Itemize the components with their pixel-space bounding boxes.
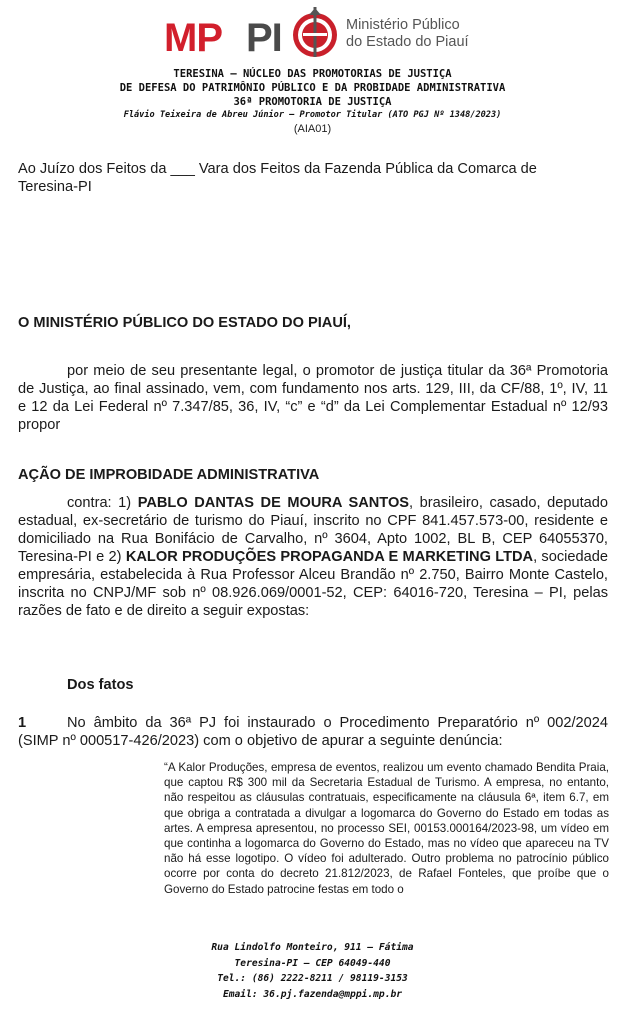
header-line-2: DE DEFESA DO PATRIMÔNIO PÚBLICO E DA PROBIDADE ADMINISTRATIVA xyxy=(119,82,506,94)
logo-mp-text: MP xyxy=(164,16,222,60)
header-code: (AIA01) xyxy=(293,123,332,135)
footer-phone: Tel.: (86) 2222-8211 / 98119-3153 xyxy=(217,973,408,984)
footer-email: Email: 36.pj.fazenda@mppi.mp.br xyxy=(222,988,403,1000)
action-title: AÇÃO DE IMPROBIDADE ADMINISTRATIVA xyxy=(18,467,320,483)
institution-logo xyxy=(160,6,490,64)
document-header xyxy=(0,67,625,136)
intro-paragraph: por meio de seu presentante legal, o promotor de justiça titular da 36ª Promotoria de Justiça, ao final assinado, vem, com fundamento nos arts. 129, III, da CF/88, 1º, IV, 11 e 12 da Lei Federal nº 7.347/85, 36, IV, “c” e “d” da Lei Complementar Estadual nº 12/93 propor xyxy=(18,363,608,433)
institution-name-line2: do Estado do Piauí xyxy=(346,34,469,50)
plaintiff-heading: O MINISTÉRIO PÚBLICO DO ESTADO DO PIAUÍ, xyxy=(18,315,351,331)
header-promotor: Flávio Teixeira de Abreu Júnior – Promotor Titular (ATO PGJ Nº 1348/2023) xyxy=(123,110,502,120)
item-1-paragraph: No âmbito da 36ª PJ foi instaurado o Procedimento Preparatório nº 002/2024 (SIMP nº 000517-426/2023) com o objetivo de apurar a seguinte denúncia: xyxy=(18,715,608,749)
logo-pi-text: PI xyxy=(246,16,282,60)
footer-city: Teresina-PI – CEP 64049-440 xyxy=(234,957,391,969)
institution-name xyxy=(346,17,469,51)
header-line-3: 36ª PROMOTORIA DE JUSTIÇA xyxy=(233,96,392,108)
defendants-paragraph xyxy=(18,494,608,620)
defendant-1-details: , brasileiro, casado, deputado estadual, ex-secretário de turismo do Piauí, inscrito no CPF 841.457.573-00, residente e domiciliado na Rua Bonifácio de Carvalho, nº 3604, Apto 1002, BL B, CEP 64055370, Teresina-PI e 2) xyxy=(18,495,609,565)
defendant-2-details: , sociedade empresária, estabelecida à Rua Professor Alceu Brandão nº 2.750, Bairro Monte Castelo, inscrita no CNPJ/MF sob nº 08.926.069/0001-52, CEP: 64016-720, Teresina – PI, pelas razões de fato e de direito a seguir expostas: xyxy=(18,549,608,619)
against-prefix: contra: 1) xyxy=(67,495,138,511)
addressee-paragraph: Ao Juízo dos Feitos da ___ Vara dos Feitos da Fazenda Pública da Comarca de Teresina-PI xyxy=(18,161,537,195)
header-line-1: TERESINA – NÚCLEO DAS PROMOTORIAS DE JUSTIÇA xyxy=(173,68,452,80)
institution-name-line1: Ministério Público xyxy=(346,17,460,33)
document-footer xyxy=(0,940,625,1002)
footer-address: Rua Lindolfo Monteiro, 911 – Fátima xyxy=(211,942,414,953)
defendant-1-name: PABLO DANTAS DE MOURA SANTOS xyxy=(137,495,410,511)
seal-icon xyxy=(290,6,340,60)
facts-heading: Dos fatos xyxy=(67,677,134,693)
defendant-2-name: KALOR PRODUÇÕES PROPAGANDA E MARKETING LTDA xyxy=(125,549,534,565)
item-number: 1 xyxy=(18,715,27,731)
complaint-quote: “A Kalor Produções, empresa de eventos, realizou um evento chamado Bendita Praia, que captou R$ 300 mil da Secretaria Estadual de Turismo. A empresa, no entanto, não respeitou as cláusulas contratuais, especificamente na cláusula 6ª, item 6.7, em que obriga a contratada a divulgar a logomarca do Governo do Estado em todas as artes. A empresa apresentou, no processo SEI, 00153.000164/2023-98, um vídeo em que continha a logomarca do Governo do Estado, mas no vídeo que apareceu na TV não há esse logotipo. O vídeo foi adulterado. Outro problema no patrocínio público ocorre por conta do decreto 21.812/2023, de Rafael Fonteles, que proíbe que o Governo do Estado patrocine festas em todo o xyxy=(164,761,609,896)
